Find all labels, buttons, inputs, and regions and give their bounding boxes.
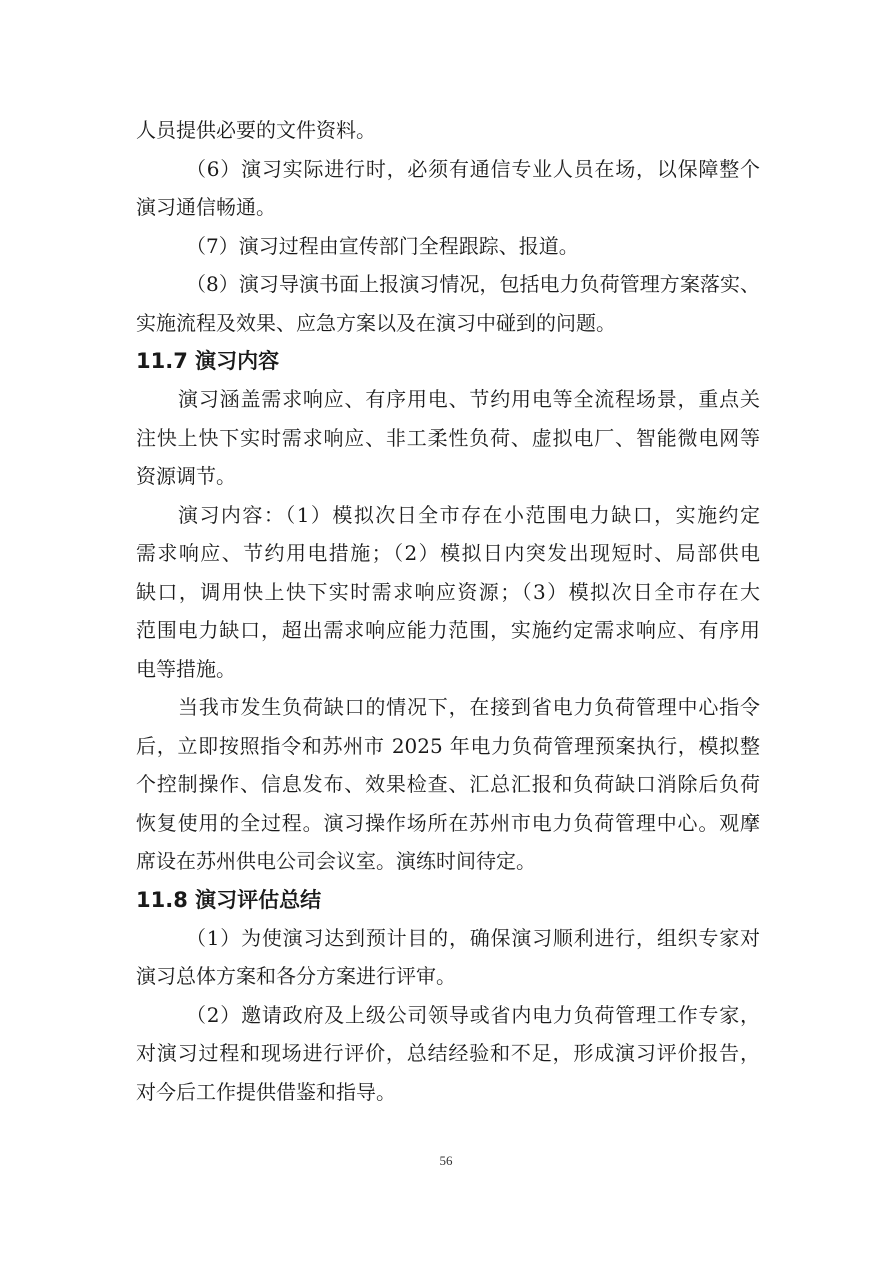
- text-line: 资源调节。: [136, 464, 236, 488]
- page-number: 56: [439, 1153, 453, 1168]
- text-line: （1）为使演习达到预计目的，确保演习顺利进行，组织专家对: [186, 925, 760, 950]
- text-line: 对演习过程和现场进行评价，总结经验和不足，形成演习评价报告，: [136, 1041, 760, 1065]
- text-line: 电等措施。: [136, 656, 236, 681]
- text-line: 人员提供必要的文件资料。: [136, 118, 376, 142]
- text-line: 演习通信畅通。: [136, 195, 276, 219]
- text-line: （7）演习过程由宣传部门全程跟踪、报道。: [186, 233, 579, 258]
- text-line: 缺口，调用快上快下实时需求响应资源；（3）模拟次日全市存在大: [136, 579, 760, 604]
- section-heading-11-7: 11.7 演习内容: [136, 349, 280, 373]
- text-line: （8）演习导演书面上报演习情况，包括电力负荷管理方案落实、: [186, 272, 760, 296]
- text-line: （6）演习实际进行时，必须有通信专业人员在场，以保障整个: [186, 156, 760, 181]
- text-line: 个控制操作、信息发布、效果检查、汇总汇报和负荷缺口消除后负荷: [136, 772, 760, 796]
- section-heading-11-8: 11.8 演习评估总结: [136, 887, 322, 912]
- text-line: 演习涵盖需求响应、有序用电、节约用电等全流程场景，重点关: [178, 387, 760, 411]
- text-line: 恢复使用的全过程。演习操作场所在苏州市电力负荷管理中心。观摩: [136, 810, 760, 835]
- text-line: （2）邀请政府及上级公司领导或省内电力负荷管理工作专家，: [186, 1002, 760, 1027]
- text-line: 席设在苏州供电公司会议室。演练时间待定。: [136, 849, 536, 873]
- document-body: [136, 111, 760, 1111]
- text-line: 对今后工作提供借鉴和指导。: [136, 1079, 396, 1104]
- text-line: 当我市发生负荷缺口的情况下，在接到省电力负荷管理中心指令: [178, 695, 760, 719]
- text-line: 演习总体方案和各分方案进行评审。: [136, 964, 456, 988]
- text-line: 需求响应、节约用电措施；（2）模拟日内突发出现短时、局部供电: [136, 541, 760, 565]
- text-line: 后，立即按照指令和苏州市 2025 年电力负荷管理预案执行，模拟整: [136, 733, 760, 758]
- text-line: 演习内容：（1）模拟次日全市存在小范围电力缺口，实施约定: [178, 502, 760, 527]
- text-line: 实施流程及效果、应急方案以及在演习中碰到的问题。: [136, 310, 616, 335]
- text-line: 注快上快下实时需求响应、非工柔性负荷、虚拟电厂、智能微电网等: [136, 425, 760, 450]
- text-line: 范围电力缺口，超出需求响应能力范围，实施约定需求响应、有序用: [136, 618, 760, 642]
